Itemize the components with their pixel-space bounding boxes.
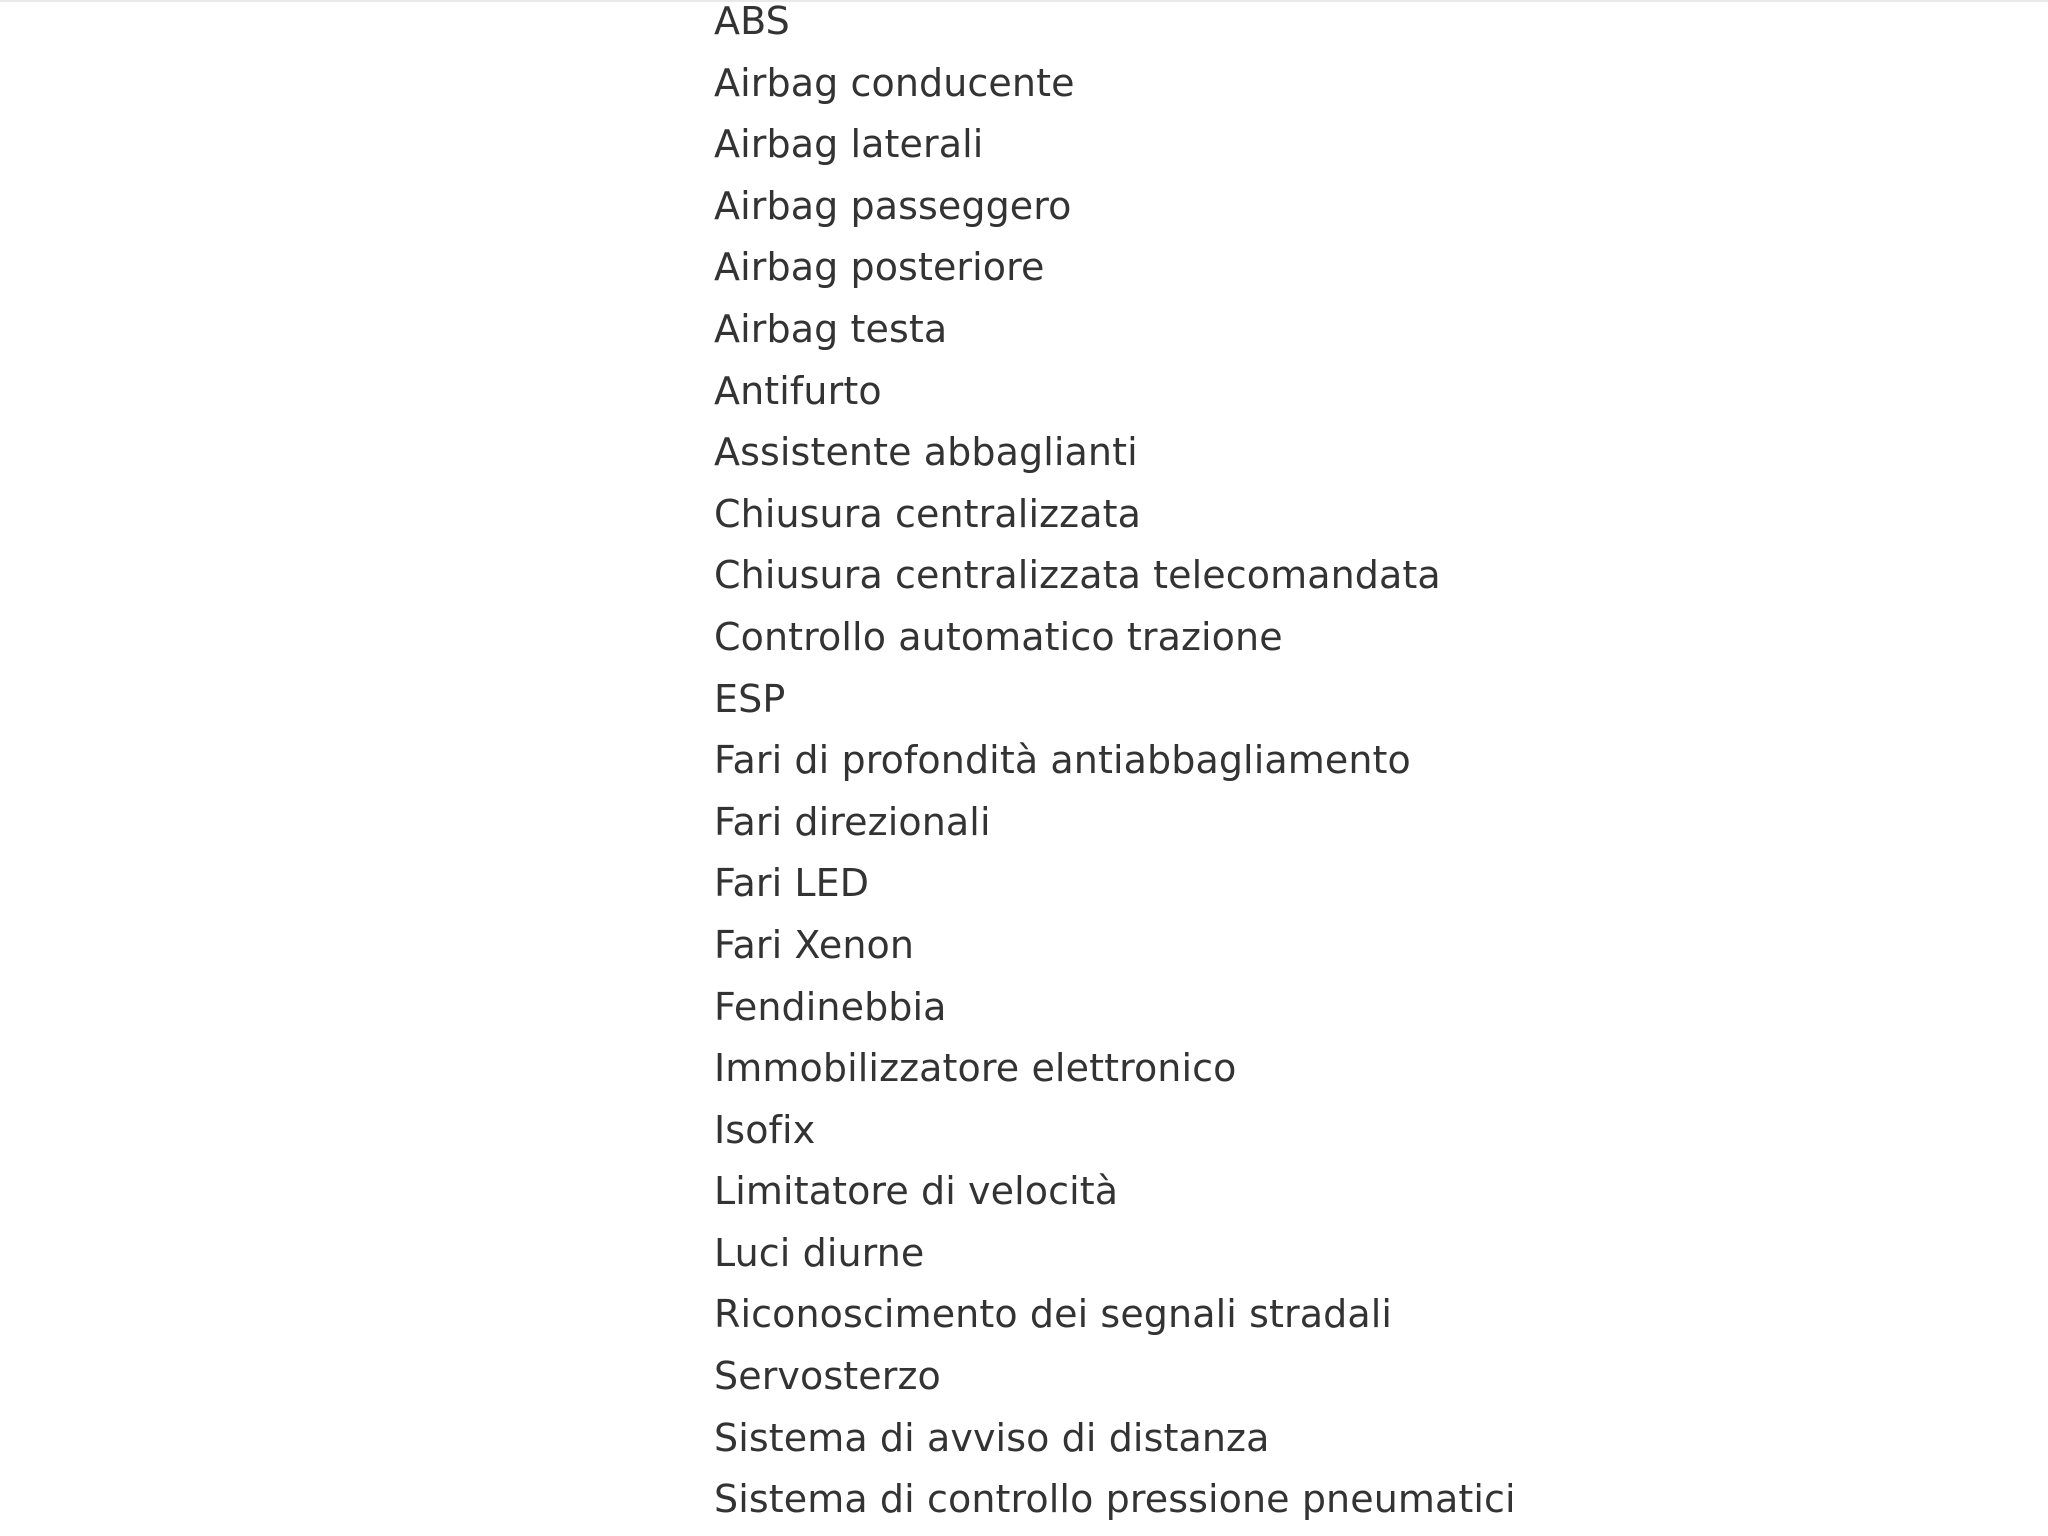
safety-features-list	[714, 0, 1516, 1535]
list-item: Airbag passeggero	[714, 183, 1072, 228]
list-item: Fari di profondità antiabbagliamento	[714, 738, 1411, 783]
list-item: Controllo automatico trazione	[714, 614, 1283, 659]
list-item: Chiusura centralizzata	[714, 491, 1141, 536]
list-item: Sistema di avviso di distanza	[714, 1415, 1270, 1460]
list-item: Riconoscimento dei segnali stradali	[714, 1292, 1393, 1337]
list-item: Chiusura centralizzata telecomandata	[714, 553, 1441, 598]
list-item: Fendinebbia	[714, 984, 947, 1029]
list-item: ESP	[714, 676, 786, 721]
list-item: Airbag conducente	[714, 60, 1075, 105]
list-item: Airbag laterali	[714, 122, 984, 167]
list-item: Immobilizzatore elettronico	[714, 1046, 1237, 1091]
list-item: Airbag testa	[714, 306, 948, 351]
list-item: Luci diurne	[714, 1230, 925, 1275]
list-item: Fari Xenon	[714, 922, 915, 967]
list-item: Fari LED	[714, 861, 870, 906]
list-item: Isofix	[714, 1107, 816, 1152]
list-item: Fari direzionali	[714, 799, 991, 844]
list-item: ABS	[714, 0, 790, 43]
list-item: Antifurto	[714, 368, 882, 413]
list-item: Limitatore di velocità	[714, 1169, 1119, 1214]
list-item: Servosterzo	[714, 1354, 941, 1399]
list-item: Assistente abbaglianti	[714, 430, 1138, 475]
list-item: Airbag posteriore	[714, 245, 1045, 290]
list-item: Sistema di controllo pressione pneumatici	[714, 1477, 1516, 1522]
